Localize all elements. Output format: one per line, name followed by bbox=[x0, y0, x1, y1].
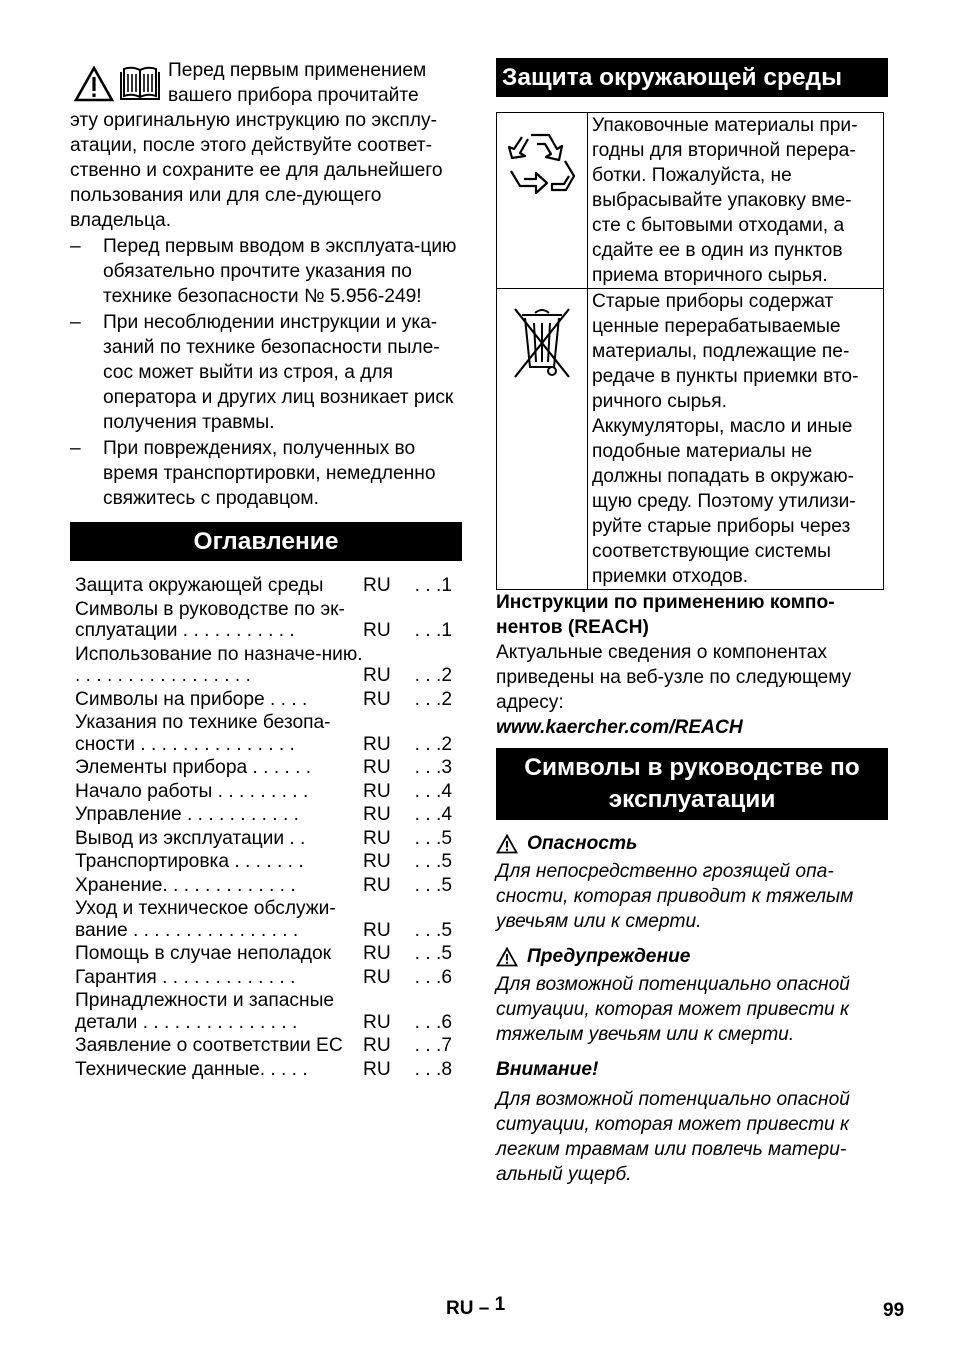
toc-row[interactable] bbox=[75, 689, 462, 711]
toc-page: . . .4 bbox=[414, 780, 452, 802]
toc-row[interactable] bbox=[75, 575, 462, 597]
reach-url: www.kaercher.com/REACH bbox=[496, 717, 743, 738]
toc-row[interactable] bbox=[75, 804, 462, 826]
toc-lang: RU bbox=[363, 733, 391, 755]
toc-lang: RU bbox=[363, 575, 391, 596]
toc-lang: RU bbox=[363, 919, 391, 941]
toc-page: . . .8 bbox=[414, 1058, 452, 1080]
toc-title: Принадлежности и запасные детали . . . . . . . . . . . . . . . bbox=[75, 990, 335, 1033]
environment-heading: Защита окружающей среды bbox=[496, 58, 888, 97]
recycle-text: Упаковочные материалы при-годны для вторичной перера-ботки. Пожалуйста, не выбрасывайте упаковку вме-сте с бытовыми отходами, а сдайте ее в один из пунктов приема вторичного сырья. bbox=[588, 113, 884, 289]
toc-lang: RU bbox=[363, 827, 391, 849]
toc-lang: RU bbox=[363, 757, 391, 778]
toc-row[interactable] bbox=[75, 757, 462, 779]
intro-icons bbox=[74, 66, 162, 102]
toc-page: . . .3 bbox=[414, 757, 452, 778]
toc-row[interactable] bbox=[75, 943, 462, 965]
toc-row[interactable] bbox=[75, 1059, 462, 1081]
symbols-heading: Символы в руководстве по эксплуатации bbox=[496, 748, 888, 820]
toc-lang: RU bbox=[363, 1035, 391, 1056]
manual-book-icon bbox=[118, 66, 162, 102]
toc-lang: RU bbox=[363, 620, 391, 641]
toc-lang: RU bbox=[363, 804, 391, 825]
danger-text: Для непосредственно грозящей опа-сности, которая приводит к тяжелым увечьям или к смерти. bbox=[496, 861, 854, 932]
footer-sub-page: 1 bbox=[494, 1294, 506, 1315]
warning-label: Предупреждение bbox=[527, 946, 691, 967]
toc-row[interactable] bbox=[75, 967, 462, 989]
list-item: – Перед первым вводом в эксплуата-цию обязательно прочтите указания по технике безопасности № 5.956-249! bbox=[70, 234, 462, 309]
toc-row[interactable] bbox=[75, 898, 462, 941]
toc-row[interactable] bbox=[75, 875, 462, 897]
intro-header bbox=[70, 58, 462, 108]
toc-row[interactable] bbox=[75, 828, 462, 850]
toc-title: Вывод из эксплуатации . . bbox=[75, 827, 306, 849]
weee-text-cell bbox=[588, 289, 884, 590]
footer-dash: – bbox=[478, 1298, 490, 1319]
caution-label: Внимание! bbox=[496, 1059, 599, 1080]
right-column bbox=[496, 58, 888, 1187]
table-of-contents bbox=[70, 575, 462, 1080]
reach-heading: Инструкции по применению компо-нентов (REACH) bbox=[496, 592, 835, 638]
toc-title: Символы на приборе . . . . bbox=[75, 688, 308, 710]
toc-page: . . .2 bbox=[414, 688, 452, 710]
toc-lang: RU bbox=[363, 780, 391, 802]
toc-lang: RU bbox=[363, 874, 391, 896]
toc-title: Заявление о соответствии ЕС bbox=[75, 1035, 343, 1056]
toc-lang: RU bbox=[363, 688, 391, 710]
weee-icon-cell bbox=[497, 289, 588, 590]
toc-row[interactable] bbox=[75, 781, 462, 803]
toc-heading: Оглавление bbox=[70, 522, 462, 561]
toc-page: . . .1 bbox=[414, 620, 452, 641]
toc-title: Управление . . . . . . . . . . . bbox=[75, 804, 299, 825]
recycle-icon bbox=[504, 127, 580, 203]
toc-page: . . .5 bbox=[414, 851, 452, 872]
toc-row[interactable] bbox=[75, 599, 462, 642]
table-row bbox=[497, 289, 884, 590]
toc-title: Уход и техническое обслужи-вание . . . . . . . . . . . . . . . . bbox=[75, 898, 336, 941]
warning-triangle-icon bbox=[496, 947, 518, 967]
intro-bullets bbox=[70, 234, 462, 511]
toc-page: . . .6 bbox=[414, 966, 452, 988]
toc-row[interactable] bbox=[75, 644, 462, 687]
toc-lang: RU bbox=[363, 1011, 391, 1033]
toc-lang: RU bbox=[363, 851, 391, 872]
toc-page: . . .6 bbox=[414, 1011, 452, 1033]
toc-title: Символы в руководстве по эк-сплуатации . . . . . . . . . . . bbox=[75, 598, 345, 641]
toc-title: Элементы прибора . . . . . . bbox=[75, 757, 312, 778]
toc-title: Помощь в случае неполадок bbox=[75, 943, 332, 964]
recycle-icon-cell bbox=[497, 113, 588, 289]
toc-page: . . .5 bbox=[414, 827, 452, 849]
toc-page: . . .2 bbox=[414, 665, 452, 686]
toc-row[interactable] bbox=[75, 1035, 462, 1057]
toc-lang: RU bbox=[363, 966, 391, 988]
weee-text-1: Старые приборы содержат ценные перерабатываемые материалы, подлежащие пе-редаче в пункты приемки вто-ричного сырья. bbox=[592, 291, 859, 412]
list-item: – При несоблюдении инструкции и ука-заний по технике безопасности пыле-сос может выйти из строя, а для оператора и других лиц возникает риск получения травмы. bbox=[70, 310, 462, 435]
intro-line-2: вашего прибора прочитайте bbox=[168, 85, 419, 106]
toc-title: Технические данные. . . . . bbox=[75, 1058, 308, 1080]
toc-page: . . .4 bbox=[414, 804, 452, 825]
warning-triangle-icon bbox=[496, 834, 518, 854]
toc-lang: RU bbox=[363, 1058, 391, 1080]
danger-heading bbox=[496, 831, 888, 856]
toc-page: . . .2 bbox=[414, 733, 452, 755]
toc-title: Защита окружающей среды bbox=[75, 575, 324, 596]
toc-title: Транспортировка . . . . . . . bbox=[75, 851, 304, 872]
toc-page: . . .5 bbox=[414, 919, 452, 941]
page-number: 99 bbox=[883, 1300, 905, 1321]
table-row bbox=[497, 113, 884, 289]
footer-lang: RU bbox=[446, 1298, 474, 1319]
warning-heading bbox=[496, 944, 888, 969]
toc-page: . . .7 bbox=[414, 1035, 452, 1056]
toc-title: Хранение. . . . . . . . . . . . . bbox=[75, 874, 296, 896]
left-column bbox=[70, 58, 462, 1082]
reach-text: Актуальные сведения о компонентах приведены на веб-узле по следующему адресу: bbox=[496, 642, 852, 713]
toc-title: Использование по назначе-нию. . . . . . . . . . . . . . . . . . bbox=[75, 643, 363, 686]
toc-title: Указания по технике безопа-сности . . . . . . . . . . . . . . . bbox=[75, 712, 331, 755]
toc-page: . . .5 bbox=[414, 874, 452, 896]
toc-page: . . .1 bbox=[414, 575, 452, 596]
footer-section-label bbox=[446, 1296, 505, 1321]
toc-lang: RU bbox=[363, 943, 391, 964]
toc-title: Гарантия . . . . . . . . . . . . . bbox=[75, 966, 296, 988]
toc-title: Начало работы . . . . . . . . . bbox=[75, 780, 309, 802]
warning-triangle-icon bbox=[74, 66, 114, 102]
intro-body: эту оригинальную инструкцию по эксплу-атации, после этого действуйте соответ-ственно и сохраните ее для дальнейшего пользования или для сле-дующего владельца. bbox=[70, 110, 443, 231]
environment-table bbox=[496, 112, 884, 590]
list-item: – При повреждениях, полученных во время транспортировки, немедленно свяжитесь с продавцом. bbox=[70, 436, 462, 511]
toc-lang: RU bbox=[363, 665, 391, 686]
toc-page: . . .5 bbox=[414, 943, 452, 964]
intro-line-1: Перед первым применением bbox=[168, 60, 427, 81]
weee-text-2: Аккумуляторы, масло и иные подобные материалы не должны попадать в окружаю-щую среду. Поэтому утилизи-руйте старые приборы через соответствующие системы приемки отходов. bbox=[592, 416, 856, 587]
toc-row[interactable] bbox=[75, 851, 462, 873]
crossed-bin-icon bbox=[511, 305, 573, 381]
danger-label: Опасность bbox=[527, 833, 638, 854]
caution-text: Для возможной потенциально опасной ситуации, которая может привести к легким травмам или повлечь матери-альный ущерб. bbox=[496, 1089, 850, 1185]
warning-text: Для возможной потенциально опасной ситуации, которая может привести к тяжелым увечьям или к смерти. bbox=[496, 974, 850, 1045]
toc-row[interactable] bbox=[75, 990, 462, 1033]
toc-row[interactable] bbox=[75, 712, 462, 755]
